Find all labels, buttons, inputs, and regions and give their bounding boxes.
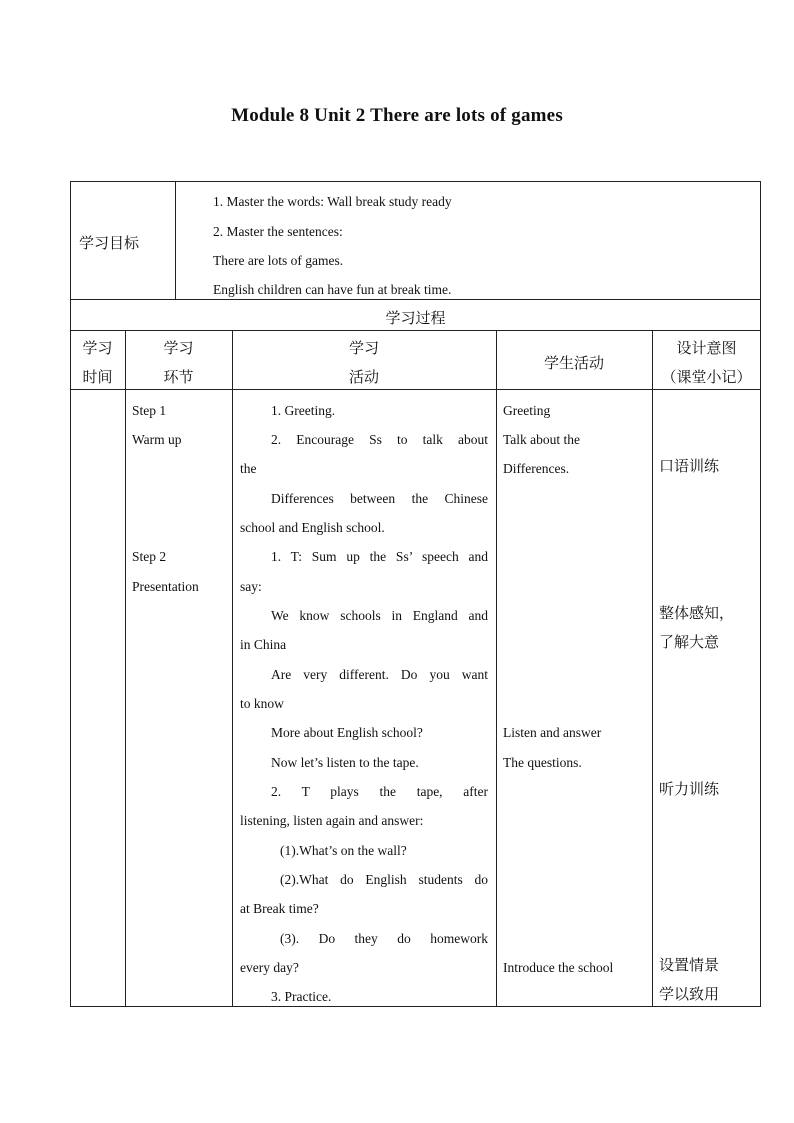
header-design: 设计意图 xyxy=(676,339,737,357)
activity-line: 3. Practice. xyxy=(271,989,332,1004)
activity-line: (1).What’s on the wall? xyxy=(280,843,407,858)
activity-line: 1. T: Sum up the Ss’ speech and xyxy=(271,549,488,564)
student-activity-line: Talk about the xyxy=(503,432,581,447)
header-activity: 活动 xyxy=(348,368,379,386)
activity-line: school and English school. xyxy=(240,520,385,535)
process-heading: 学习过程 xyxy=(385,309,446,327)
column-divider xyxy=(496,330,497,1007)
activity-line: at Break time? xyxy=(240,901,319,916)
header-time: 学习 xyxy=(82,339,113,357)
activity-line: (3). Do they do homework xyxy=(280,931,488,946)
student-activity-line: The questions. xyxy=(503,755,582,770)
column-divider xyxy=(652,330,653,1007)
activity-line: listening, listen again and answer: xyxy=(240,813,424,828)
step-label: Step 2 xyxy=(132,549,167,564)
design-note: 听力训练 xyxy=(659,780,720,798)
objective-line: 1. Master the words: Wall break study ready xyxy=(213,194,452,209)
activity-line: 1. Greeting. xyxy=(271,403,336,418)
activity-line: More about English school? xyxy=(271,725,423,740)
activity-line: say: xyxy=(240,579,262,594)
activity-line: We know schools in England and xyxy=(271,608,488,623)
activity-line: every day? xyxy=(240,960,299,975)
header-step: 学习 xyxy=(163,339,194,357)
step-label: Presentation xyxy=(132,579,199,594)
activity-line: (2).What do English students do xyxy=(280,872,488,887)
activity-line: 2. Encourage Ss to talk about xyxy=(271,432,488,447)
design-note: 设置情景 xyxy=(659,956,720,974)
step-label: Step 1 xyxy=(132,403,167,418)
objective-line: There are lots of games. xyxy=(213,253,344,268)
objective-line: 2. Master the sentences: xyxy=(213,224,343,239)
design-note: 口语训练 xyxy=(659,457,720,475)
header-top-rule xyxy=(70,330,761,331)
header-activity: 学习 xyxy=(348,339,379,357)
activity-line: in China xyxy=(240,637,287,652)
student-activity-line: Greeting xyxy=(503,403,551,418)
header-time: 时间 xyxy=(82,368,113,386)
student-activity-line: Introduce the school xyxy=(503,960,614,975)
activity-line: Differences between the Chinese xyxy=(271,491,488,506)
column-divider xyxy=(232,330,233,1007)
activity-line: 2. T plays the tape, after xyxy=(271,784,488,799)
header-design: （课堂小记） xyxy=(661,368,752,386)
objectives-label: 学习目标 xyxy=(79,234,140,252)
activity-line: the xyxy=(240,461,257,476)
header-student: 学生活动 xyxy=(543,354,604,372)
step-label: Warm up xyxy=(132,432,182,447)
design-note: 了解大意 xyxy=(659,633,720,651)
student-activity-line: Listen and answer xyxy=(503,725,602,740)
column-divider xyxy=(125,330,126,1007)
design-note: 学以致用 xyxy=(659,985,720,1003)
document-title: Module 8 Unit 2 There are lots of games xyxy=(231,105,563,126)
process-table xyxy=(70,299,761,1007)
activity-line: Now let’s listen to the tape. xyxy=(271,755,419,770)
design-note: 整体感知， xyxy=(659,604,735,622)
student-activity-line: Differences. xyxy=(503,461,570,476)
objective-line: English children can have fun at break time. xyxy=(213,282,452,297)
activity-line: Are very different. Do you want xyxy=(271,667,488,682)
header-step: 环节 xyxy=(163,368,194,386)
objectives-divider xyxy=(175,181,176,300)
activity-line: to know xyxy=(240,696,284,711)
